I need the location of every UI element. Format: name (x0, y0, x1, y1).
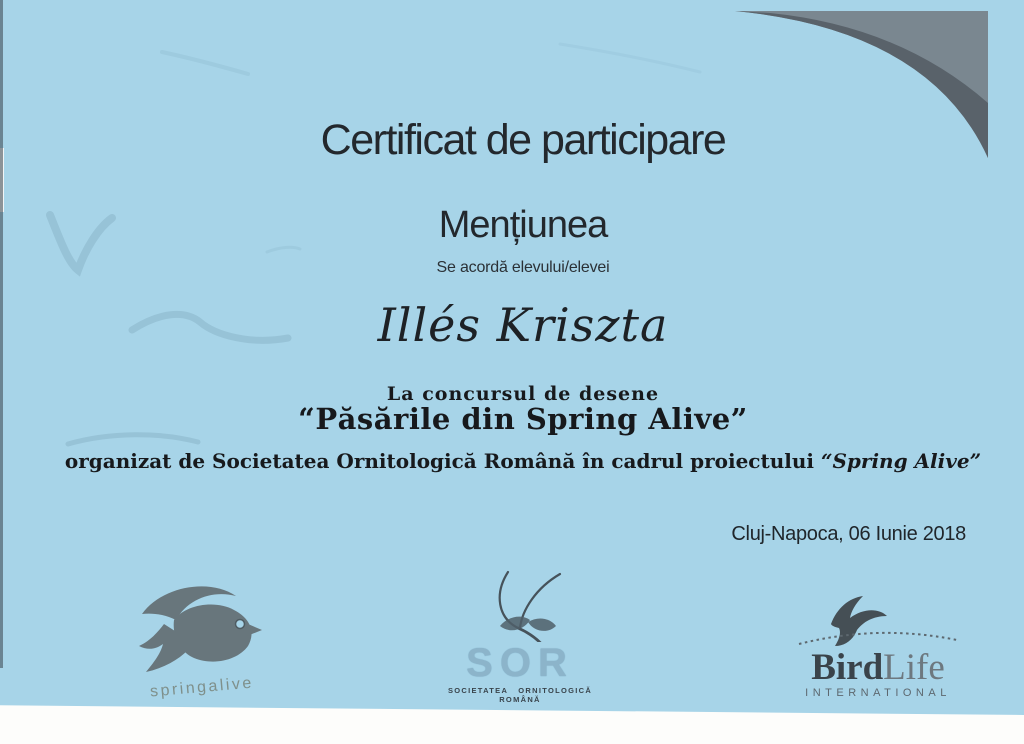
organizer-prefix: organizat de Societatea Ornitologică Română în cadrul proiectului (64, 449, 821, 473)
contest-title-line: “Păsările din Spring Alive” (298, 402, 748, 436)
birdlife-wordmark (788, 649, 968, 686)
springalive-label: springalive (149, 674, 255, 701)
organizer-project-name: “Spring Alive” (820, 449, 982, 473)
sor-acronym: SOR (466, 641, 574, 685)
place-date: Cluj-Napoca, 06 Iunie 2018 (731, 523, 966, 545)
contest-intro-line: La concursul de desene (386, 383, 660, 405)
sor-org-name: SOCIETATEA ORNITOLOGICĂ ROMÂNĂ (447, 686, 593, 704)
birdlife-word-bird: Bird (811, 647, 884, 688)
tern-bird-shape (831, 596, 887, 646)
birdlife-logo (788, 594, 968, 699)
tern-bird-icon (793, 594, 963, 646)
birdlife-international-label: INTERNATIONAL (805, 687, 951, 699)
recipient-name: Illés Kriszta (377, 298, 669, 352)
swallow-bird-icon (136, 580, 268, 672)
springalive-logo (122, 580, 282, 701)
birdlife-dotted-arc (799, 633, 957, 644)
organizer-line (0, 449, 1024, 473)
sor-logo (438, 568, 602, 704)
birdlife-word-life: Life (883, 647, 945, 688)
certificate-title: Certificat de participare (320, 116, 726, 164)
falcon-line-art-icon (460, 568, 580, 642)
award-title: Mențiunea (438, 204, 608, 246)
grant-line: Se acordă elevului/elevei (436, 259, 610, 276)
